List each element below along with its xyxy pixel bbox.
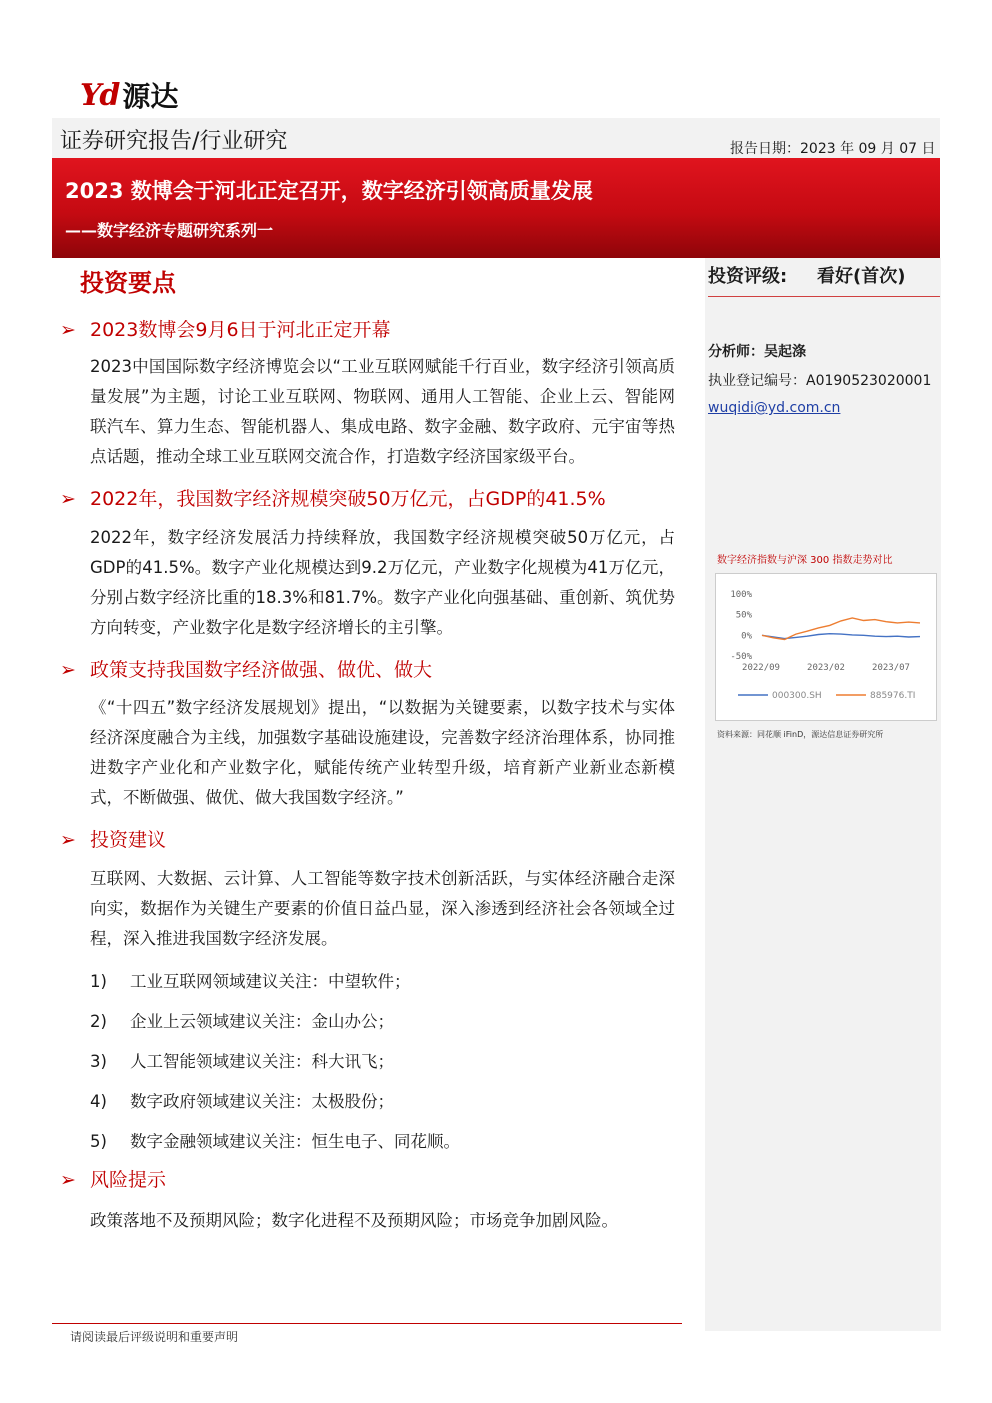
bullet-arrow-icon: ➢ xyxy=(60,1169,76,1191)
rating-label: 投资评级: xyxy=(708,266,788,287)
bullet-arrow-icon: ➢ xyxy=(60,319,76,341)
item-number: 5) xyxy=(90,1132,107,1151)
bullet-heading xyxy=(60,655,432,682)
bullet-heading xyxy=(60,825,166,852)
report-subtitle: ——数字经济专题研究系列一 xyxy=(65,221,274,240)
y-tick-label: -50% xyxy=(730,652,752,662)
footer-divider xyxy=(52,1323,682,1324)
bullet-arrow-icon: ➢ xyxy=(60,829,76,851)
bullet-arrow-icon: ➢ xyxy=(60,659,76,681)
trend-chart xyxy=(715,573,937,721)
paragraph: 2022年，数字经济发展活力持续释放，我国数字经济规模突破50万亿元，占GDP的41.5%。数字产业化规模达到9.2万亿元，产业数字化规模为41万亿元，分别占数字经济比重的18.3%和81.7%。数字产业化向强基础、重创新、筑优势方向转变，产业数字化是数字经济增长的主引擎。 xyxy=(90,528,675,637)
rating-divider xyxy=(708,296,940,297)
paragraph: 《“十四五”数字经济发展规划》提出，“以数据为关键要素，以数字技术与实体经济深度融合为主线，加强数字基础设施建设，完善数字经济治理体系，协同推进数字产业化和产业数字化，赋能传统产业转型升级，培育新产业新业态新模式，不断做强、做优、做大我国数字经济。” xyxy=(90,698,675,807)
sidebar xyxy=(705,258,941,1331)
bullet-heading xyxy=(60,315,391,342)
x-tick-label: 2023/02 xyxy=(807,663,845,673)
report-title: 2023 数博会于河北正定召开，数字经济引领高质量发展 xyxy=(65,179,593,203)
x-tick-label: 2023/07 xyxy=(872,663,910,673)
item-text: 数字政府领域建议关注：太极股份； xyxy=(130,1092,394,1111)
logo-mark: Yd xyxy=(80,77,119,113)
chart-title: 数字经济指数与沪深 300 指数走势对比 xyxy=(717,555,893,566)
series-line-000300.SH xyxy=(762,634,920,639)
item-text: 工业互联网领域建议关注：中望软件； xyxy=(130,972,411,991)
legend-label: 000300.SH xyxy=(772,691,822,701)
logo-name: 源达 xyxy=(122,80,179,113)
y-tick-label: 0% xyxy=(741,631,752,642)
recommendation-item xyxy=(90,968,411,992)
bullet-heading xyxy=(60,1165,166,1192)
recommendation-item xyxy=(90,1008,394,1032)
item-text: 数字金融领域建议关注：恒生电子、同花顺。 xyxy=(130,1132,460,1151)
footer-disclaimer: 请阅读最后评级说明和重要声明 xyxy=(70,1330,239,1344)
item-number: 1) xyxy=(90,972,107,991)
analyst-email-link[interactable]: wuqidi@yd.com.cn xyxy=(708,400,841,416)
chart-canvas xyxy=(716,574,936,720)
item-text: 人工智能领域建议关注：科大讯飞； xyxy=(130,1052,394,1071)
item-number: 3) xyxy=(90,1052,107,1071)
report-date: 报告日期：2023 年 09 月 07 日 xyxy=(730,141,936,157)
registration-number: 执业登记编号：A0190523020001 xyxy=(708,373,932,389)
section-heading: 投资要点 xyxy=(80,269,176,297)
paragraph: 互联网、大数据、云计算、人工智能等数字技术创新活跃，与实体经济融合走深向实，数据作为关键生产要素的价值日益凸显，深入渗透到经济社会各领域全过程，深入推进我国数字经济发展。 xyxy=(90,869,675,948)
bullet-arrow-icon: ➢ xyxy=(60,488,76,510)
bullet-heading-text: 风险提示 xyxy=(90,1169,167,1191)
chart-source: 资料来源：同花顺 iFinD，源达信息证券研究所 xyxy=(717,730,884,739)
bullet-heading-text: 2023数博会9月6日于河北正定开幕 xyxy=(90,319,391,341)
recommendation-item xyxy=(90,1088,394,1112)
bullet-heading-text: 政策支持我国数字经济做强、做优、做大 xyxy=(90,659,433,681)
title-banner xyxy=(52,158,940,258)
legend-label: 885976.TI xyxy=(870,691,916,701)
item-number: 4) xyxy=(90,1092,107,1111)
analyst-name: 分析师：吴起涤 xyxy=(708,344,806,360)
report-type: 证券研究报告/行业研究 xyxy=(60,129,288,154)
recommendation-item xyxy=(90,1128,460,1152)
brand-logo xyxy=(80,78,178,112)
bullet-heading xyxy=(60,484,606,511)
x-tick-label: 2022/09 xyxy=(742,663,780,673)
y-tick-label: 50% xyxy=(735,610,752,621)
recommendation-item xyxy=(90,1048,394,1072)
y-tick-label: 100% xyxy=(730,590,752,600)
item-text: 企业上云领域建议关注：金山办公； xyxy=(130,1012,394,1031)
paragraph: 2023中国国际数字经济博览会以“工业互联网赋能千行百业，数字经济引领高质量发展”为主题，讨论工业互联网、物联网、通用人工智能、企业上云、智能网联汽车、算力生态、智能机器人、集成电路、数字金融、数字政府、元宇宙等热点话题，推动全球工业互联网交流合作，打造数字经济国家级平台。 xyxy=(90,357,675,466)
item-number: 2) xyxy=(90,1012,107,1031)
bullet-heading-text: 2022年，我国数字经济规模突破50万亿元，占GDP的41.5% xyxy=(90,488,606,510)
rating-value: 看好(首次) xyxy=(817,266,906,287)
paragraph: 政策落地不及预期风险；数字化进程不及预期风险；市场竞争加剧风险。 xyxy=(90,1211,618,1230)
bullet-heading-text: 投资建议 xyxy=(90,829,167,851)
